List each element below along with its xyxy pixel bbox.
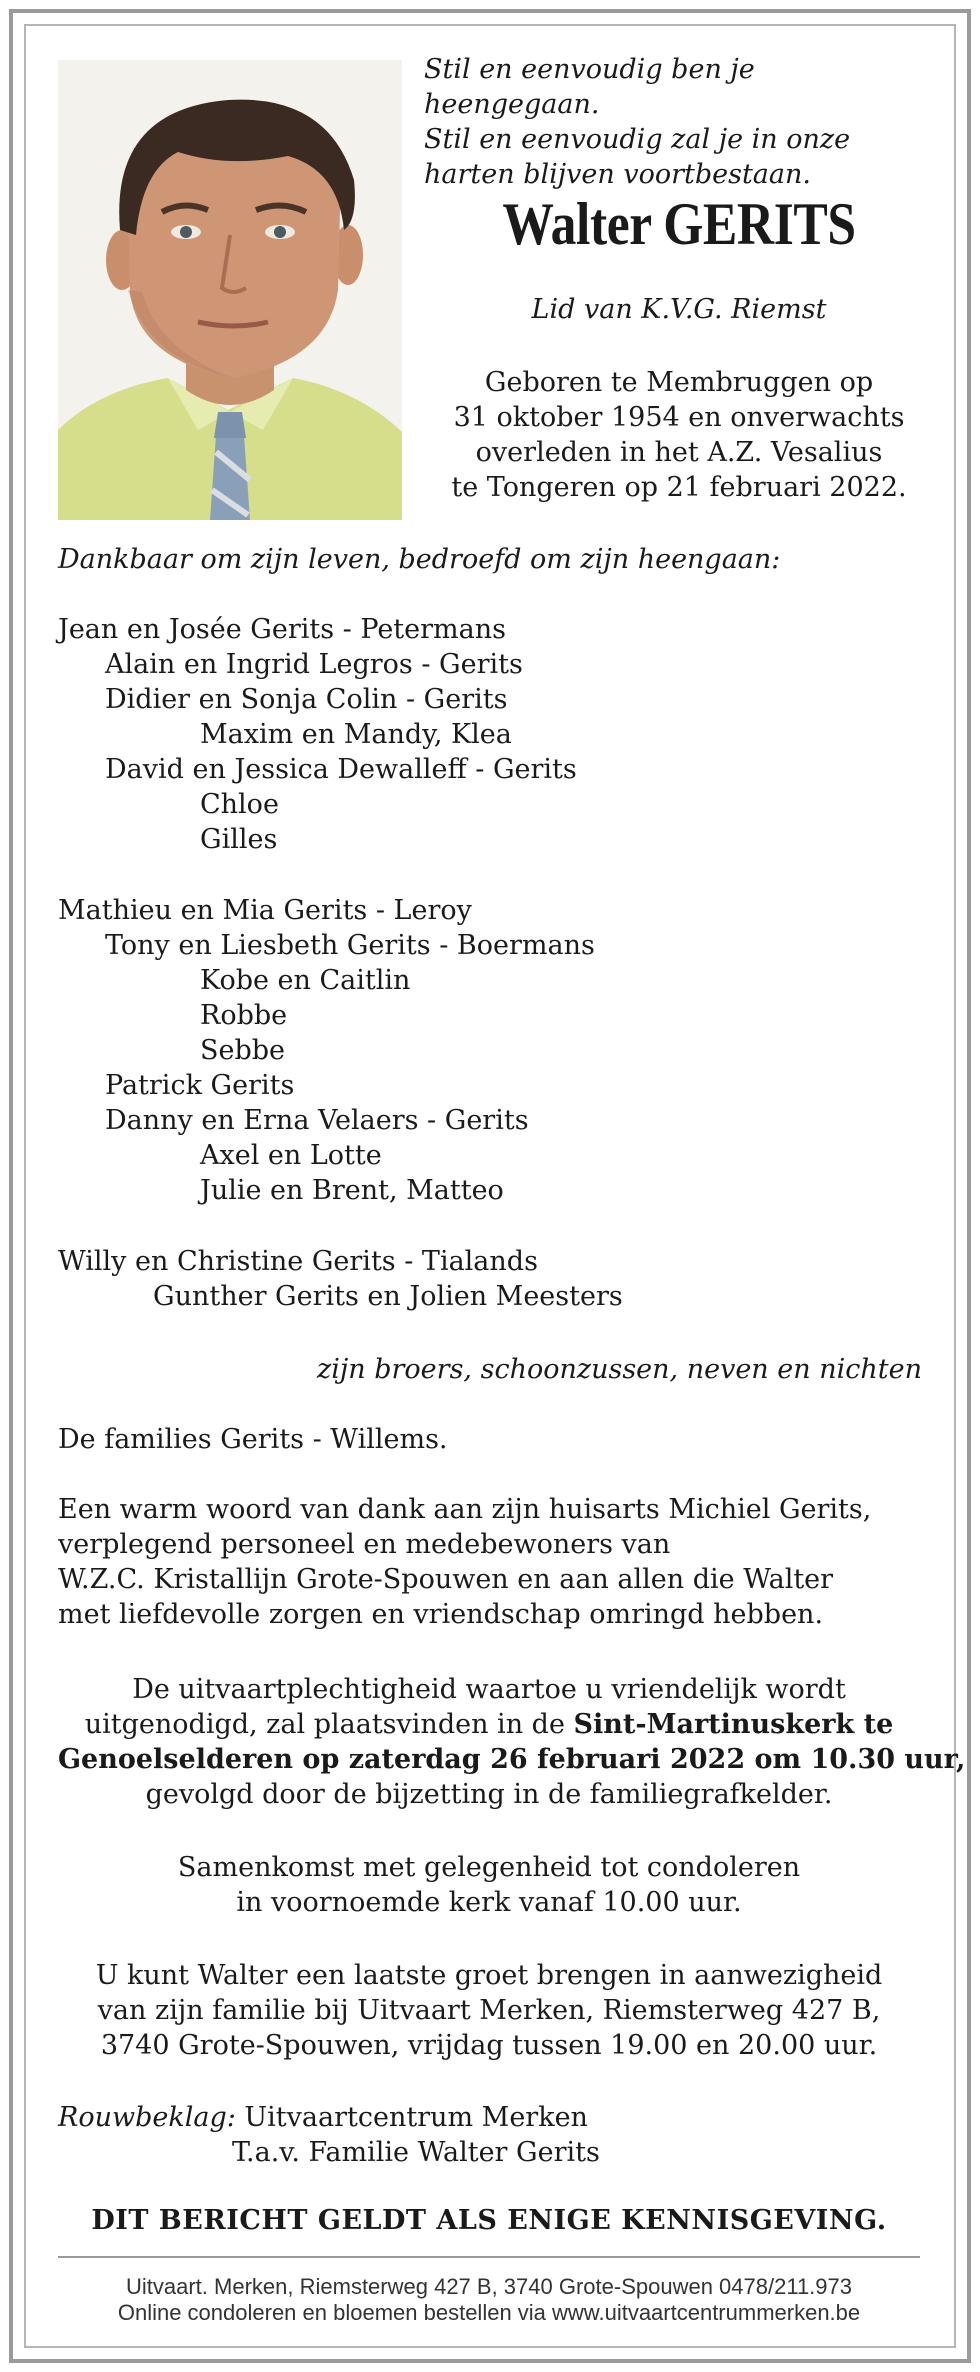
family-line: Willy en Christine Gerits - Tialands bbox=[58, 1246, 538, 1277]
condolence-line bbox=[58, 2100, 588, 2135]
condolence-attention: T.a.v. Familie Walter Gerits bbox=[232, 2137, 600, 2168]
family-line: Gilles bbox=[200, 824, 278, 855]
family-line: Maxim en Mandy, Klea bbox=[200, 719, 512, 750]
family-line: Danny en Erna Velaers - Gerits bbox=[105, 1105, 529, 1136]
gathering-line: Samenkomst met gelegenheid tot condoleren bbox=[177, 1852, 801, 1883]
family-line: Tony en Liesbeth Gerits - Boermans bbox=[105, 930, 595, 961]
families-line: De families Gerits - Willems. bbox=[58, 1424, 448, 1455]
family-line: Gunther Gerits en Jolien Meesters bbox=[153, 1281, 623, 1312]
footer-divider bbox=[58, 2256, 920, 2258]
family-line: Didier en Sonja Colin - Gerits bbox=[105, 684, 508, 715]
family-line: Jean en Josée Gerits - Petermans bbox=[58, 614, 506, 645]
farewell-line: U kunt Walter een laatste groet brengen in aanwezigheid bbox=[95, 1960, 883, 1991]
family-line: Alain en Ingrid Legros - Gerits bbox=[105, 649, 523, 680]
family-line: Julie en Brent, Matteo bbox=[200, 1175, 504, 1206]
thanks-line: Een warm woord van dank aan zijn huisarts Michiel Gerits, bbox=[58, 1494, 872, 1525]
relation-note: zijn broers, schoonzussen, neven en nichten bbox=[317, 1354, 922, 1385]
funeral-date-line: Genoelselderen op zaterdag 26 februari 2022 om 10.30 uur, bbox=[58, 1744, 966, 1775]
farewell-line: van zijn familie bij Uitvaart Merken, Riemsterweg 427 B, bbox=[97, 1995, 881, 2026]
membership: Lid van K.V.G. Riemst bbox=[531, 294, 827, 325]
church-name: Sint-Martinuskerk te bbox=[573, 1709, 894, 1740]
funeral-text: uitgenodigd, zal plaatsvinden in de bbox=[84, 1709, 574, 1740]
thanks-line: met liefdevolle zorgen en vriendschap omringd hebben. bbox=[58, 1599, 824, 1630]
family-line: Robbe bbox=[200, 1000, 288, 1031]
family-line: David en Jessica Dewalleff - Gerits bbox=[105, 754, 577, 785]
deceased-name: Walter GERITS bbox=[502, 191, 856, 257]
condolence-recipient: Uitvaartcentrum Merken bbox=[244, 2102, 588, 2133]
gathering-line: in voornoemde kerk vanaf 10.00 uur. bbox=[236, 1887, 742, 1918]
funeral-line: gevolgd door de bijzetting in de familiegrafkelder. bbox=[145, 1779, 833, 1810]
thanks-line: W.Z.C. Kristallijn Grote-Spouwen en aan allen die Walter bbox=[58, 1564, 834, 1595]
intro-line: Dankbaar om zijn leven, bedroefd om zijn heengaan: bbox=[58, 544, 781, 575]
thanks-line: verplegend personeel en medebewoners van bbox=[58, 1529, 671, 1560]
portrait-photo bbox=[58, 60, 402, 520]
family-line: Patrick Gerits bbox=[105, 1070, 295, 1101]
poem: Stil en eenvoudig ben je heengegaan. Stil en eenvoudig zal je in onze harten blijven voortbestaan. bbox=[424, 54, 851, 190]
notice: DIT BERICHT GELDT ALS ENIGE KENNISGEVING. bbox=[91, 2205, 887, 2236]
family-line: Sebbe bbox=[200, 1035, 286, 1066]
condolence-label: Rouwbeklag: bbox=[58, 2102, 236, 2133]
farewell-line: 3740 Grote-Spouwen, vrijdag tussen 19.00 en 20.00 uur. bbox=[100, 2030, 878, 2061]
birth-death-info: Geboren te Membruggen op 31 oktober 1954 en onverwachts overleden in het A.Z. Vesalius te Tongeren op 21 februari 2022. bbox=[451, 367, 907, 503]
family-line: Mathieu en Mia Gerits - Leroy bbox=[58, 895, 472, 926]
family-line: Kobe en Caitlin bbox=[200, 965, 411, 996]
funeral-line bbox=[58, 1707, 920, 1742]
family-line: Axel en Lotte bbox=[200, 1140, 382, 1171]
funeral-line: De uitvaartplechtigheid waartoe u vriendelijk wordt bbox=[132, 1674, 846, 1705]
footer-address: Uitvaart. Merken, Riemsterweg 427 B, 3740 Grote-Spouwen 0478/211.973 bbox=[126, 2274, 852, 2299]
footer-website: Online condoleren en bloemen bestellen via www.uitvaartcentrummerken.be bbox=[117, 2300, 861, 2325]
family-line: Chloe bbox=[200, 789, 279, 820]
